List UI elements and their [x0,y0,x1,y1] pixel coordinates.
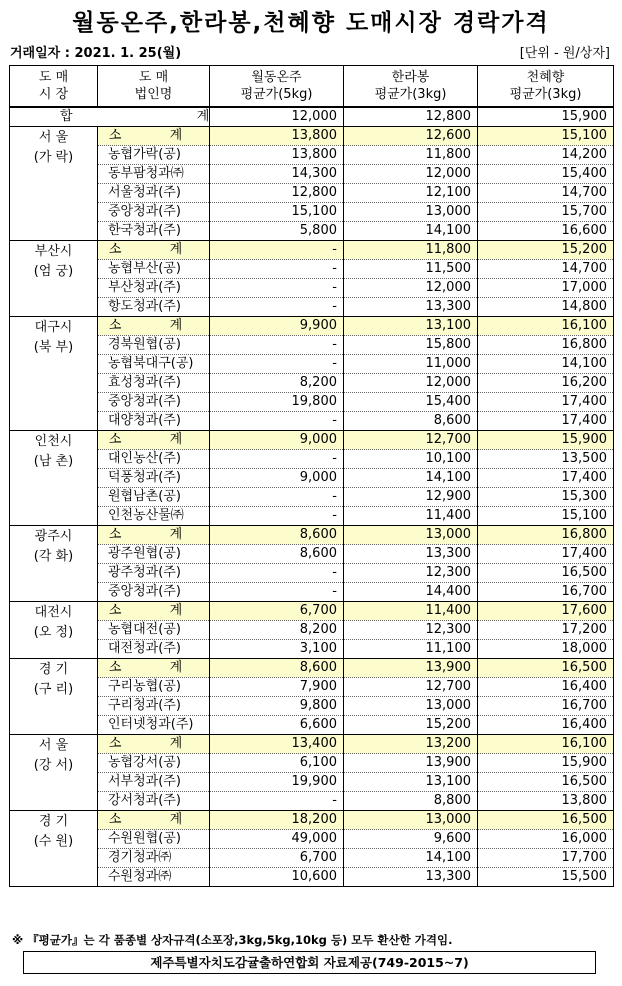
market-name: 서 울 (가 락) [10,127,98,241]
price-cheonhyehyang: 17,700 [478,849,614,868]
table-row [10,640,614,659]
price-cheonhyehyang: 17,000 [478,279,614,298]
corp-name: 원협남촌(공) [98,488,210,507]
price-mandarin: 6,600 [210,716,344,735]
price-mandarin: 18,200 [210,811,344,830]
corp-name: 부산청과(주) [98,279,210,298]
subtotal-label: 소 계 [98,811,210,830]
price-mandarin: - [210,336,344,355]
price-hallabong: 12,300 [344,621,478,640]
price-hallabong: 8,600 [344,412,478,431]
total-label: 합 계 [10,107,210,127]
price-hallabong: 14,400 [344,583,478,602]
price-mandarin: 8,600 [210,526,344,545]
price-hallabong: 14,100 [344,849,478,868]
subtotal-row [10,241,614,260]
price-mandarin: 6,700 [210,849,344,868]
subtotal-row [10,526,614,545]
subtotal-label: 소 계 [98,602,210,621]
market-name: 부산시 (엄 궁) [10,241,98,317]
subtotal-row [10,735,614,754]
table-body [10,107,614,887]
price-cheonhyehyang: 16,500 [478,659,614,678]
price-mandarin: 13,800 [210,127,344,146]
price-hallabong: 13,000 [344,203,478,222]
corp-name: 서울청과(주) [98,184,210,203]
table-row [10,393,614,412]
corp-name: 중앙청과(주) [98,583,210,602]
price-cheonhyehyang: 14,100 [478,355,614,374]
market-name: 경 기 (구 리) [10,659,98,735]
corp-name: 농협가락(공) [98,146,210,165]
total-cheonhyehyang: 15,900 [478,107,614,127]
price-mandarin: - [210,564,344,583]
subtotal-label: 소 계 [98,526,210,545]
price-mandarin: 3,100 [210,640,344,659]
subtotal-label: 소 계 [98,431,210,450]
page-title: 월동온주,한라봉,천혜향 도매시장 경락가격 [72,10,550,36]
corp-name: 경북원협(공) [98,336,210,355]
price-hallabong: 12,000 [344,374,478,393]
table-row [10,849,614,868]
price-cheonhyehyang: 17,400 [478,545,614,564]
corp-name: 강서청과(주) [98,792,210,811]
price-cheonhyehyang: 15,700 [478,203,614,222]
subtotal-label: 소 계 [98,659,210,678]
price-mandarin: 8,200 [210,621,344,640]
subtotal-row [10,659,614,678]
price-mandarin: - [210,792,344,811]
table-row [10,564,614,583]
corp-name: 광주원협(공) [98,545,210,564]
corp-name: 한국청과(주) [98,222,210,241]
unit-label: [단위 - 원/상자] [519,46,610,61]
price-mandarin: - [210,241,344,260]
table-row [10,355,614,374]
price-cheonhyehyang: 16,500 [478,811,614,830]
market-name: 경 기 (수 원) [10,811,98,887]
price-cheonhyehyang: 15,100 [478,507,614,526]
price-cheonhyehyang: 13,800 [478,792,614,811]
table-row [10,621,614,640]
price-hallabong: 9,600 [344,830,478,849]
header-cheonhyehyang: 천혜향 평균가(3kg) [478,66,614,108]
price-cheonhyehyang: 15,300 [478,488,614,507]
price-cheonhyehyang: 16,700 [478,697,614,716]
price-hallabong: 12,000 [344,165,478,184]
source-box: 제주특별자치도감귤출하연합회 자료제공(749-2015~7) [23,951,596,974]
price-mandarin: 19,800 [210,393,344,412]
price-cheonhyehyang: 14,200 [478,146,614,165]
price-hallabong: 13,900 [344,754,478,773]
price-hallabong: 13,100 [344,317,478,336]
price-hallabong: 13,000 [344,526,478,545]
corp-name: 중앙청과(주) [98,393,210,412]
price-cheonhyehyang: 17,400 [478,393,614,412]
table-row [10,222,614,241]
subtotal-row [10,317,614,336]
price-cheonhyehyang: 15,900 [478,431,614,450]
corp-name: 농협대전(공) [98,621,210,640]
price-cheonhyehyang: 18,000 [478,640,614,659]
table-row [10,488,614,507]
price-hallabong: 14,100 [344,469,478,488]
price-hallabong: 13,300 [344,545,478,564]
market-name: 광주시 (각 화) [10,526,98,602]
price-cheonhyehyang: 15,900 [478,754,614,773]
market-name: 인천시 (남 촌) [10,431,98,526]
price-mandarin: 7,900 [210,678,344,697]
price-cheonhyehyang: 15,500 [478,868,614,887]
subtotal-label: 소 계 [98,735,210,754]
corp-name: 항도청과(주) [98,298,210,317]
table-row [10,773,614,792]
price-hallabong: 11,800 [344,241,478,260]
table-row [10,146,614,165]
price-cheonhyehyang: 14,700 [478,184,614,203]
price-mandarin: 9,800 [210,697,344,716]
subtotal-label: 소 계 [98,317,210,336]
corp-name: 구리농협(공) [98,678,210,697]
price-hallabong: 8,800 [344,792,478,811]
table-row [10,583,614,602]
price-mandarin: - [210,583,344,602]
price-hallabong: 12,100 [344,184,478,203]
subtotal-label: 소 계 [98,127,210,146]
price-table [9,65,614,887]
table-row [10,545,614,564]
price-cheonhyehyang: 16,500 [478,564,614,583]
price-cheonhyehyang: 17,400 [478,412,614,431]
price-cheonhyehyang: 16,400 [478,716,614,735]
price-mandarin: 13,400 [210,735,344,754]
total-mandarin: 12,000 [210,107,344,127]
price-hallabong: 12,700 [344,678,478,697]
subtotal-row [10,602,614,621]
table-row [10,830,614,849]
price-hallabong: 13,900 [344,659,478,678]
corp-name: 구리청과(주) [98,697,210,716]
price-cheonhyehyang: 16,800 [478,336,614,355]
price-hallabong: 11,100 [344,640,478,659]
subtotal-row [10,431,614,450]
price-mandarin: 5,800 [210,222,344,241]
price-mandarin: 13,800 [210,146,344,165]
corp-name: 수원청과㈜ [98,868,210,887]
table-row [10,469,614,488]
price-cheonhyehyang: 16,200 [478,374,614,393]
price-cheonhyehyang: 17,600 [478,602,614,621]
price-cheonhyehyang: 16,500 [478,773,614,792]
table-row [10,450,614,469]
price-hallabong: 15,200 [344,716,478,735]
price-mandarin: 8,600 [210,545,344,564]
corp-name: 덕풍청과(주) [98,469,210,488]
price-cheonhyehyang: 14,800 [478,298,614,317]
table-row [10,260,614,279]
corp-name: 대인농산(주) [98,450,210,469]
price-mandarin: 19,900 [210,773,344,792]
price-cheonhyehyang: 16,100 [478,317,614,336]
price-mandarin: - [210,488,344,507]
footnote: ※ 『평균가』는 각 품종별 상자규격(소포장,3kg,5kg,10kg 등) 모두 환산한 가격임. [12,933,453,947]
corp-name: 대전청과(주) [98,640,210,659]
table-row [10,716,614,735]
price-hallabong: 13,300 [344,868,478,887]
price-hallabong: 12,600 [344,127,478,146]
price-hallabong: 12,700 [344,431,478,450]
table-row [10,336,614,355]
price-hallabong: 11,500 [344,260,478,279]
price-hallabong: 13,200 [344,735,478,754]
table-row [10,165,614,184]
table-row [10,868,614,887]
corp-name: 효성청과(주) [98,374,210,393]
price-mandarin: 9,000 [210,469,344,488]
subtotal-label: 소 계 [98,241,210,260]
trade-date: 거래일자 : 2021. 1. 25(월) [10,46,182,61]
corp-name: 동부팜청과㈜ [98,165,210,184]
price-hallabong: 11,400 [344,602,478,621]
table-row [10,203,614,222]
price-mandarin: 6,100 [210,754,344,773]
total-hallabong: 12,800 [344,107,478,127]
subtotal-row [10,811,614,830]
corp-name: 경기청과㈜ [98,849,210,868]
table-row [10,374,614,393]
price-hallabong: 14,100 [344,222,478,241]
price-mandarin: 15,100 [210,203,344,222]
corp-name: 농협부산(공) [98,260,210,279]
header-corp: 도 매 법인명 [98,66,210,108]
price-mandarin: 6,700 [210,602,344,621]
header-market: 도 매 시 장 [10,66,98,108]
price-mandarin: - [210,260,344,279]
market-name: 대전시 (오 정) [10,602,98,659]
price-mandarin: - [210,355,344,374]
price-hallabong: 13,000 [344,811,478,830]
table-header-row [10,66,614,108]
market-name: 서 울 (강 서) [10,735,98,811]
price-hallabong: 15,400 [344,393,478,412]
corp-name: 중앙청과(주) [98,203,210,222]
corp-name: 인터넷청과(주) [98,716,210,735]
price-hallabong: 11,400 [344,507,478,526]
price-hallabong: 12,900 [344,488,478,507]
price-hallabong: 11,000 [344,355,478,374]
price-cheonhyehyang: 15,200 [478,241,614,260]
table-row [10,678,614,697]
price-cheonhyehyang: 16,600 [478,222,614,241]
corp-name: 광주청과(주) [98,564,210,583]
table-row [10,754,614,773]
price-cheonhyehyang: 16,800 [478,526,614,545]
corp-name: 농협강서(공) [98,754,210,773]
price-cheonhyehyang: 14,700 [478,260,614,279]
price-cheonhyehyang: 15,400 [478,165,614,184]
corp-name: 대양청과(주) [98,412,210,431]
table-row [10,279,614,298]
price-hallabong: 11,800 [344,146,478,165]
price-mandarin: 49,000 [210,830,344,849]
table-row [10,697,614,716]
price-cheonhyehyang: 17,400 [478,469,614,488]
table-row [10,792,614,811]
header-mandarin: 월동온주 평균가(5kg) [210,66,344,108]
price-hallabong: 13,100 [344,773,478,792]
market-name: 대구시 (북 부) [10,317,98,431]
price-cheonhyehyang: 15,100 [478,127,614,146]
corp-name: 농협북대구(공) [98,355,210,374]
price-cheonhyehyang: 16,000 [478,830,614,849]
price-mandarin: - [210,507,344,526]
price-cheonhyehyang: 16,700 [478,583,614,602]
price-mandarin: - [210,450,344,469]
price-hallabong: 10,100 [344,450,478,469]
table-row [10,507,614,526]
price-mandarin: - [210,298,344,317]
total-row [10,107,614,127]
price-mandarin: 10,600 [210,868,344,887]
table-row [10,298,614,317]
price-cheonhyehyang: 16,400 [478,678,614,697]
corp-name: 수원원협(공) [98,830,210,849]
table-row [10,184,614,203]
price-mandarin: - [210,412,344,431]
price-hallabong: 13,300 [344,298,478,317]
price-mandarin: 8,200 [210,374,344,393]
price-cheonhyehyang: 16,100 [478,735,614,754]
price-mandarin: 9,000 [210,431,344,450]
price-mandarin: 9,900 [210,317,344,336]
subtotal-row [10,127,614,146]
corp-name: 인천농산물㈜ [98,507,210,526]
price-mandarin: 8,600 [210,659,344,678]
price-hallabong: 12,300 [344,564,478,583]
price-mandarin: - [210,279,344,298]
price-cheonhyehyang: 13,500 [478,450,614,469]
header-hallabong: 한라봉 평균가(3kg) [344,66,478,108]
price-mandarin: 14,300 [210,165,344,184]
corp-name: 서부청과(주) [98,773,210,792]
price-hallabong: 15,800 [344,336,478,355]
price-hallabong: 12,000 [344,279,478,298]
price-cheonhyehyang: 17,200 [478,621,614,640]
price-hallabong: 13,000 [344,697,478,716]
price-mandarin: 12,800 [210,184,344,203]
table-row [10,412,614,431]
